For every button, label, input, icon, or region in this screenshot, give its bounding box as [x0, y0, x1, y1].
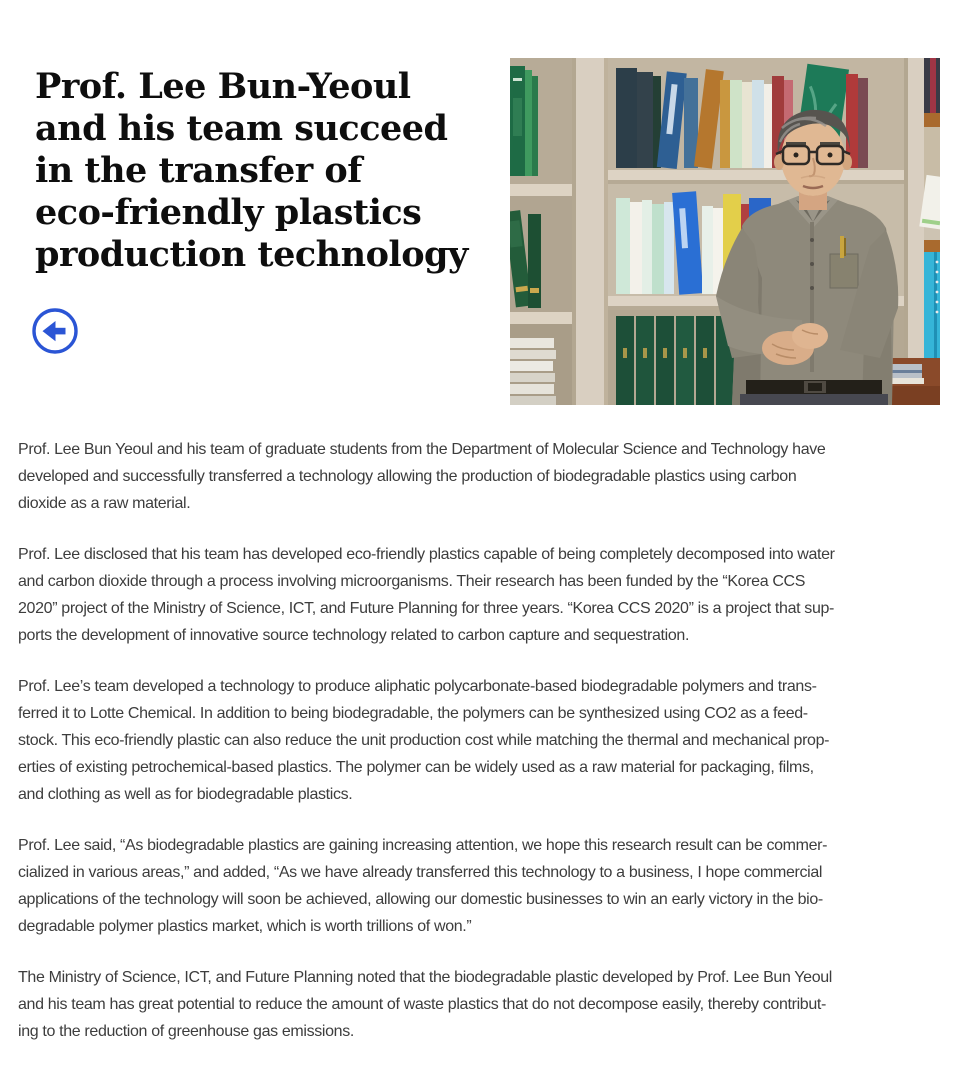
paragraph-line: 2020” project of the Ministry of Science, ICT, and Future Planning for three years. “Korea CCS 2020” is a project that sup- [18, 600, 835, 617]
article-paragraph [18, 832, 942, 940]
paragraph-line: The Ministry of Science, ICT, and Future Planning noted that the biodegradable plastic developed by Prof. Lee Bun Yeoul [18, 969, 833, 986]
article-paragraph [18, 964, 942, 1045]
paragraph-line: erties of existing petrochemical-based plastics. The polymer can be widely used as a raw material for packaging, films, [18, 759, 814, 776]
paragraph-line: and his team has great potential to reduce the amount of waste plastics that do not decompose easily, thereby contribut- [18, 996, 826, 1013]
paragraph-line: ing to the reduction of greenhouse gas emissions. [18, 1023, 354, 1040]
paragraph-line: developed and successfully transferred a technology allowing the production of biodegradable plastics using carbon [18, 468, 797, 485]
headline-line: in the transfer of [35, 150, 362, 191]
paragraph-line: cialized in various areas,” and added, “As we have already transferred this technology to a business, I hope commercial [18, 864, 823, 881]
paragraph-line: dioxide as a raw material. [18, 495, 191, 512]
paragraph-line: Prof. Lee said, “As biodegradable plastics are gaining increasing attention, we hope this research result can be commer- [18, 837, 828, 854]
bookshelf-left-column [510, 58, 572, 405]
paragraph-line: Prof. Lee disclosed that his team has developed eco-friendly plastics capable of being completely decomposed into water [18, 546, 835, 563]
headline-line: Prof. Lee Bun-Yeoul [35, 66, 411, 107]
article-paragraph [18, 541, 942, 649]
headline-line: and his team succeed [35, 108, 448, 149]
shelf-divider [572, 58, 608, 405]
article-paragraph [18, 673, 942, 808]
paragraph-line: ports the development of innovative source technology related to carbon capture and sequestration. [18, 627, 690, 644]
paragraph-line: Prof. Lee Bun Yeoul and his team of graduate students from the Department of Molecular Science and Technology have [18, 441, 826, 458]
arrow-left-circle-icon [30, 306, 80, 356]
trousers [740, 394, 888, 405]
paragraph-line: degradable polymer plastics market, which is worth trillions of won.” [18, 918, 472, 935]
paragraph-line: Prof. Lee’s team developed a technology to produce aliphatic polycarbonate-based biodegradable polymers and trans- [18, 678, 817, 695]
pen [840, 236, 844, 258]
headline-line: eco-friendly plastics [35, 192, 422, 233]
paragraph-line: and carbon dioxide through a process involving microorganisms. Their research has been funded by the “Korea CCS [18, 573, 806, 590]
article-body [18, 436, 942, 1069]
page-title [35, 66, 468, 276]
paragraph-line: ferred it to Lotte Chemical. In addition to being biodegradable, the polymers can be synthesized using CO2 as a feed- [18, 705, 808, 722]
paragraph-line: stock. This eco-friendly plastic can also reduce the unit production cost while matching the thermal and mechanical prop- [18, 732, 830, 749]
back-button[interactable] [30, 306, 80, 356]
paragraph-line: applications of the technology will soon be achieved, allowing our domestic businesses to win an early victory in the bio- [18, 891, 823, 908]
professor-photo [510, 58, 940, 405]
article-paragraph [18, 436, 942, 517]
professor-photo-illustration [510, 58, 940, 405]
headline-line: production technology [35, 234, 468, 275]
paragraph-line: and clothing as well as for biodegradable plastics. [18, 786, 353, 803]
